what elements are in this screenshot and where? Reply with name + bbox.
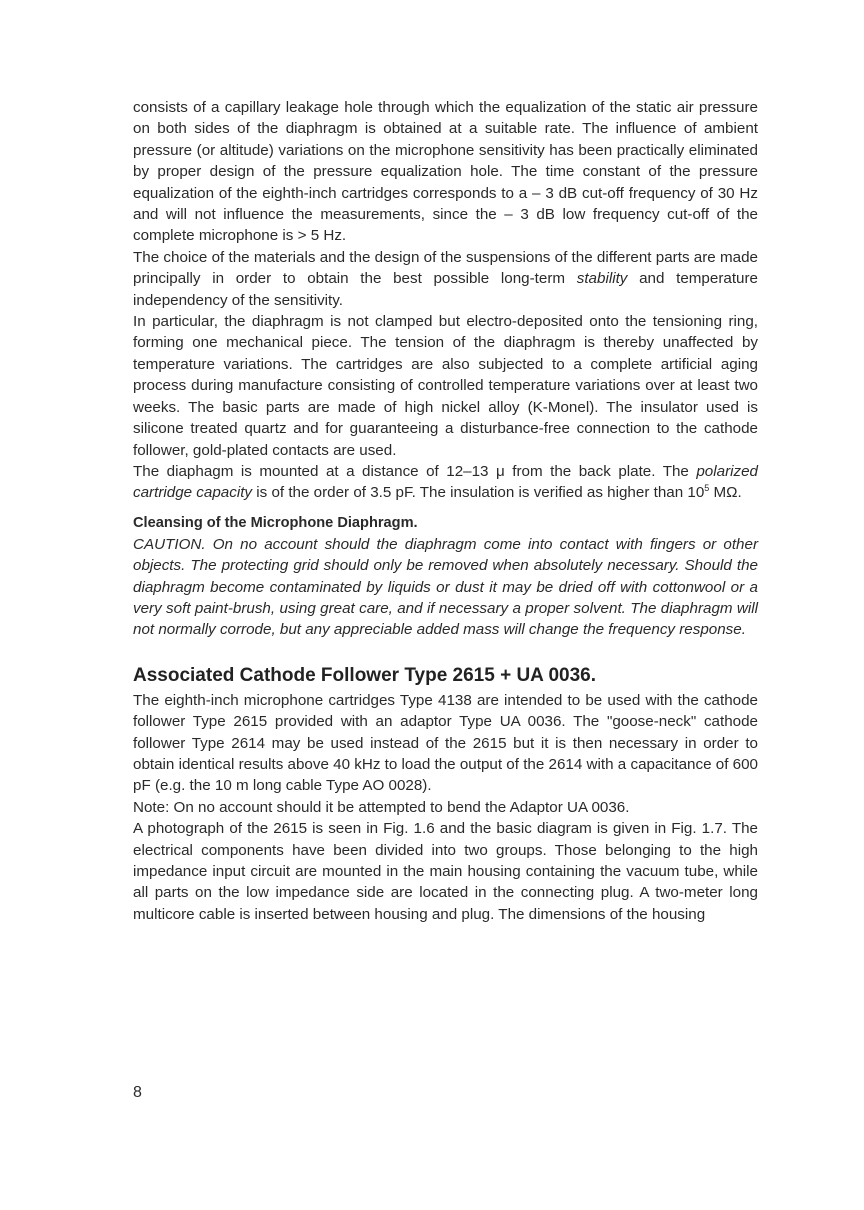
caution-paragraph: CAUTION. On no account should the diaphragm come into contact with fingers or other objects. The protecting grid should only be removed when absolutely necessary. Should the diaphragm become contaminated by liquids or dust it may be dried off with cottonwool or a very soft paint-brush, using great care, and if necessary a proper solvent. The diaphragm will not normally corrode, but any appreciable added mass will change the frequency response. (133, 535, 758, 639)
paragraph-materials-text-end: and temperature independency of the sensitivity. (133, 270, 758, 309)
cleansing-heading: Cleansing of the Microphone Diaphragm. (133, 514, 418, 531)
paragraph-materials (133, 247, 758, 311)
paragraph-distance-text-end: MΩ. (709, 484, 742, 502)
capacity-emphasis: polarized cartridge capacity (133, 462, 758, 502)
paragraph-note: Note: On no account should it be attempted to bend the Adaptor UA 0036. (133, 798, 630, 816)
paragraph-diaphragm-distance (133, 461, 758, 504)
paragraph-pressure-equalization: consists of a capillary leakage hole through which the equalization of the static air pressure on both sides of the diaphragm is obtained at a suitable rate. The influence of ambient pressure (or altitude) variations on the microphone sensitivity has been practically eliminated by proper design of the pressure equalization hole. The time constant of the pressure equalization of the eighth-inch cartridges corresponds to a – 3 dB cut-off frequency of 30 Hz and will not influence the measurements, since the – 3 dB low frequency cut-off of the complete microphone is > 5 Hz. (133, 99, 758, 245)
paragraph-distance-text-mid: is of the order of 3.5 pF. The insulation is verified as higher than 10 (252, 484, 705, 502)
section-title: Associated Cathode Follower Type 2615 + UA 0036. (133, 664, 597, 686)
exponent: 5 (704, 483, 710, 494)
paragraph-diaphragm-construction: In particular, the diaphragm is not clamped but electro-deposited onto the tensioning ring, forming one mechanical piece. The tension of the diaphragm is thereby unaffected by temperature variations. The cartridges are also subjected to a complete artificial aging process during manufacture consisting of controlled temperature variations over at least two weeks. The basic parts are made of high nickel alloy (K-Monel). The insulator used is silicone treated quartz and for guaranteeing a disturbance-free connection to the cathode follower, gold-plated contacts are used. (133, 313, 758, 459)
page-content (133, 97, 758, 925)
paragraph-cathode-follower: The eighth-inch microphone cartridges Type 4138 are intended to be used with the cathode follower Type 2615 provided with an adaptor Type UA 0036. The "goose-neck" cathode follower Type 2614 may be used instead of the 2615 but it is then necessary in order to obtain identical results above 40 kHz to load the output of the 2614 with a capacitance of 600 pF (e.g. the 10 m long cable Type AO 0028). (133, 691, 758, 795)
stability-emphasis: stability (576, 270, 628, 288)
paragraph-materials-text-start: The choice of the materials and the design of the suspensions of the different parts are made principally in order to obtain the best possible long-term (133, 248, 758, 288)
page-number: 8 (133, 1084, 142, 1101)
paragraph-distance-text-start: The diaphagm is mounted at a distance of 12–13 μ from the back plate. The (133, 462, 697, 480)
paragraph-photograph: A photograph of the 2615 is seen in Fig. 1.6 and the basic diagram is given in Fig. 1.7. The electrical components have been divided into two groups. Those belonging to the high impedance input circuit are mounted in the main housing containing the vacuum tube, while all parts on the low impedance side are located in the connecting plug. A two-meter long multicore cable is inserted between housing and plug. The dimensions of the housing (133, 820, 758, 923)
